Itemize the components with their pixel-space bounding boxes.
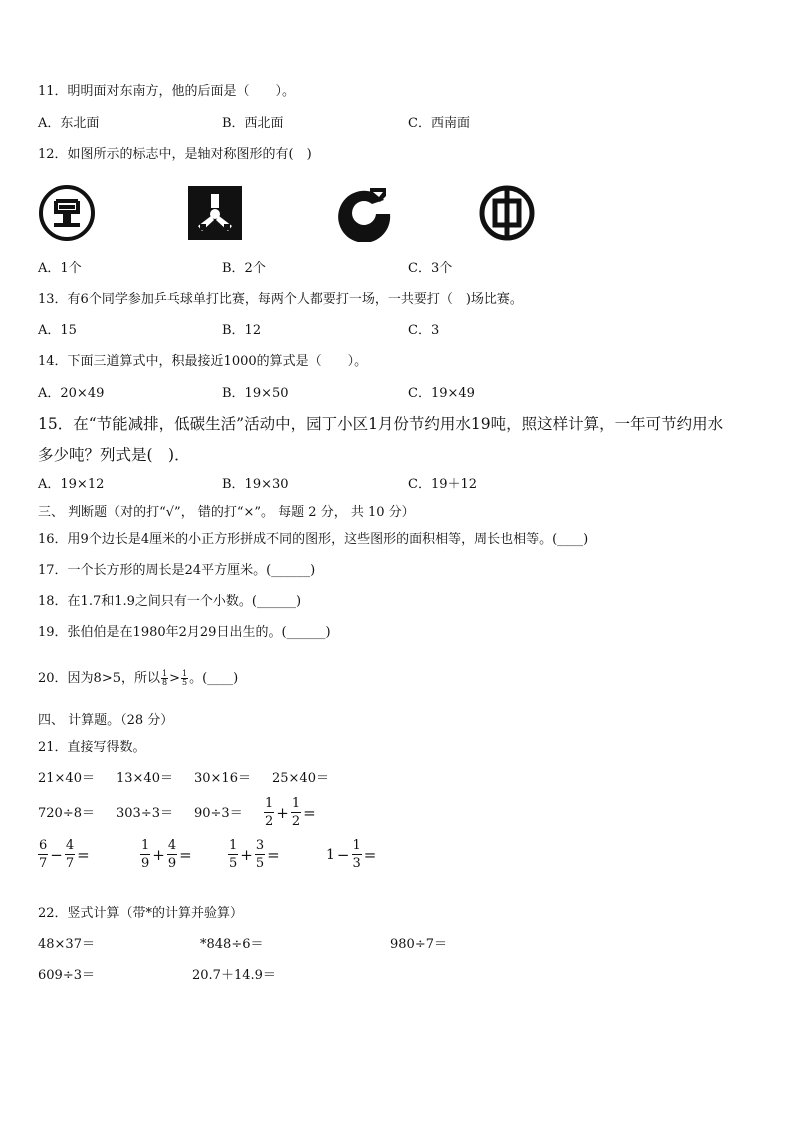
coin-logo-icon [478, 184, 536, 242]
question-13: 13．有6个同学参加乒乓球单打比赛，每两个人都要打一场，一共要打（ )场比赛。 [38, 292, 523, 307]
fraction-expression: $\frac{1}{9}$ + $\frac{4}{9}$ = [141, 838, 192, 871]
option-a: A．20×49 [38, 386, 105, 401]
question-21: 21．直接写得数。 [38, 740, 146, 755]
calc-expression: 48×37＝ [38, 937, 95, 952]
option-c: C．19×49 [408, 386, 475, 401]
section-heading-4: 四、 计算题。（28 分） [38, 713, 174, 728]
option-b: B．2个 [222, 261, 266, 276]
calc-expression: 30×16＝ [194, 771, 251, 786]
question-17: 17．一个长方形的周长是24平方厘米。(______) [38, 563, 316, 578]
option-c: C．西南面 [408, 116, 470, 131]
question-14: 14．下面三道算式中，积最接近1000的算式是（ ）。 [38, 354, 368, 369]
option-a: A．19×12 [38, 477, 105, 492]
fraction: $\frac{1}{2}$ [291, 796, 301, 829]
option-c: C．3个 [408, 261, 453, 276]
fraction: $\frac{3}{5}$ [255, 838, 265, 871]
question-15-line-2: 多少吨？列式是( )． [38, 446, 190, 464]
fraction-expression: $\frac{1}{2}$ + $\frac{1}{2}$ = [265, 796, 316, 829]
fraction: $\frac{4}{7}$ [65, 838, 75, 871]
calc-expression: 90÷3＝ [194, 806, 243, 821]
question-22: 22．竖式计算（带*的计算并验算） [38, 906, 244, 921]
fraction-expression: $\frac{6}{7}$ − $\frac{4}{7}$ = [39, 838, 90, 871]
calc-expression: 609÷3＝ [38, 968, 95, 983]
fraction: $\frac{1}{5}$ [229, 838, 238, 871]
fraction-expression: 1 − $\frac{1}{3}$ = [326, 838, 377, 871]
calc-expression: 13×40＝ [116, 771, 173, 786]
option-b: B．西北面 [222, 116, 284, 131]
question-19: 19．张伯伯是在1980年2月29日出生的。(______) [38, 625, 331, 640]
option-a: A．1个 [38, 261, 82, 276]
fraction: $\frac{4}{9}$ [167, 838, 177, 871]
question-20-prefix: 20．因为8>5，所以 [38, 671, 160, 686]
fraction: $\frac{1}{2}$ [265, 796, 274, 829]
calc-expression: *848÷6＝ [200, 937, 264, 952]
option-a: A．东北面 [38, 116, 100, 131]
fraction: $\frac{1}{9}$ [141, 838, 150, 871]
calc-expression: 25×40＝ [272, 771, 329, 786]
option-a: A．15 [38, 323, 77, 338]
option-b: B．19×50 [222, 386, 289, 401]
fraction: $\frac{1}{5}$ [181, 669, 188, 687]
question-20-suffix: 。(____) [189, 671, 239, 686]
bank-logo-icon [38, 184, 96, 242]
fraction: $\frac{6}{7}$ [39, 838, 48, 871]
option-b: B．12 [222, 323, 262, 338]
question-11: 11．明明面对东南方，他的后面是（ ）。 [38, 84, 296, 99]
trident-logo-icon [186, 184, 244, 242]
question-15-line-1: 15．在“节能减排，低碳生活”活动中，园丁小区1月份节约用水19吨，照这样计算，一年可节约用水 [38, 415, 724, 433]
question-16: 16．用9个边长是4厘米的小正方形拼成不同的图形，这些图形的面积相等，周长也相等。(____) [38, 532, 589, 547]
fraction: $\frac{1}{8}$ [161, 669, 168, 687]
fraction-expression: $\frac{1}{5}$ + $\frac{3}{5}$ = [229, 838, 280, 871]
arrow-circle-logo-icon [336, 184, 394, 242]
option-c: C．3 [408, 323, 440, 338]
question-18: 18．在1.7和1.9之间只有一个小数。(______) [38, 594, 302, 609]
question-12: 12．如图所示的标志中，是轴对称图形的有( ) [38, 147, 312, 162]
fraction: $\frac{1}{3}$ [352, 838, 361, 871]
greater-than-sign: > [169, 671, 180, 686]
calc-expression: 720÷8＝ [38, 806, 95, 821]
question-20 [38, 670, 238, 687]
option-b: B．19×30 [222, 477, 289, 492]
calc-expression: 980÷7＝ [390, 937, 447, 952]
option-c: C．19＋12 [408, 477, 478, 492]
calc-expression: 303÷3＝ [116, 806, 173, 821]
calc-expression: 20.7＋14.9＝ [192, 968, 276, 983]
section-heading-3: 三、 判断题（对的打“√”， 错的打“×”。 每题 2 分， 共 10 分） [38, 505, 415, 520]
calc-expression: 21×40＝ [38, 771, 95, 786]
